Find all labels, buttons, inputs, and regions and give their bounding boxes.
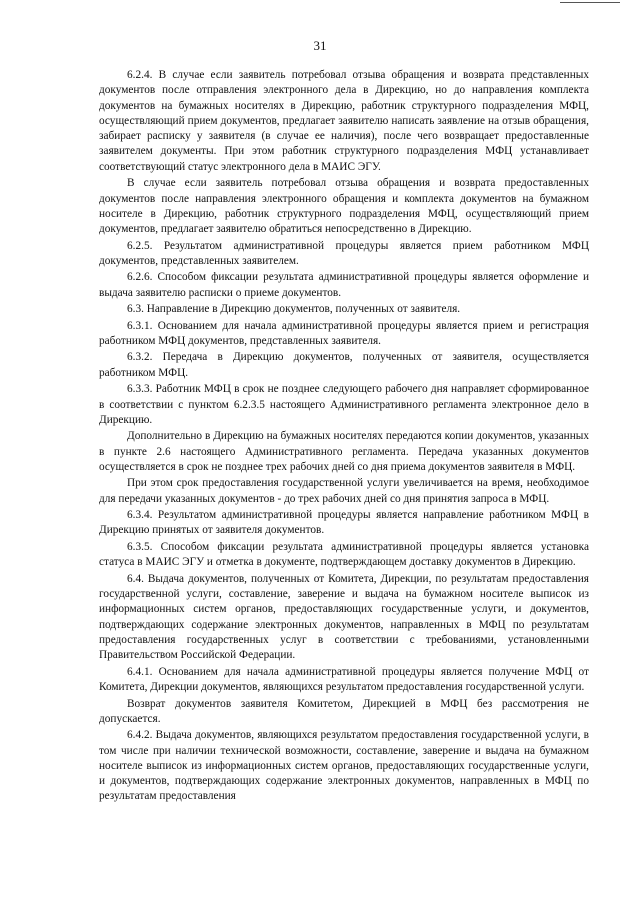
paragraph-6-4-2: 6.4.2. Выдача документов, являющихся результатом предоставления государственной услуги, в том числе при наличии технической возможности, составление, заверение и выдача на бумажном носителе выписок из информационных систем органов, предоставляющих государственные услуги, и документов, подтверждающих содержание электронных документов, направленных в МФЦ по результатам предоставления <box>99 729 589 803</box>
page-number: 31 <box>313 38 327 53</box>
paragraph-6-2-6: 6.2.6. Способом фиксации результата административной процедуры является оформление и выдача заявителю расписки о приеме документов. <box>99 271 589 299</box>
paragraph-6-3-3: 6.3.3. Работник МФЦ в срок не позднее следующего рабочего дня направляет сформированное в соответствии с пунктом 6.2.3.5 настоящего Административного регламента электронное дело в Дирекцию. <box>99 383 589 426</box>
paragraph-6-3-3-term: При этом срок предоставления государственной услуги увеличивается на время, необходимое для передачи указанных документов - до трех рабочих дней со дня принятия запроса в МФЦ. <box>99 477 589 505</box>
paragraph-6-3-4: 6.3.4. Результатом административной процедуры является направление работником МФЦ в Дирекцию принятых от заявителя документов. <box>99 509 589 537</box>
document-body <box>99 68 589 806</box>
paragraph-6-3-2: 6.3.2. Передача в Дирекцию документов, полученных от заявителя, осуществляется работником МФЦ. <box>99 351 589 379</box>
paragraph-6-2-4: 6.2.4. В случае если заявитель потребовал отзыва обращения и возврата представленных документов после отправления электронного дела в Дирекцию, но до направления комплекта документов на бумажных носителях в Дирекцию, работник структурного подразделения МФЦ, осуществляющий прием документов, предлагает заявителю написать заявление на отзыв обращения, забирает расписку у заявителя (в случае ее наличия), после чего возвращает предоставленные заявителем документы. При этом работник структурного подразделения МФЦ устанавливает соответствующий статус электронного дела в МАИС ЭГУ. <box>99 69 589 173</box>
paragraph-6-2-4-continued: В случае если заявитель потребовал отзыва обращения и возврата предоставленных документов после направления электронного обращения и комплекта документов на бумажном носителе в Дирекцию, работник структурного подразделения МФЦ, осуществляющий прием документов, предлагает заявителю обратиться непосредственно в Дирекцию. <box>99 177 589 236</box>
paragraph-6-4-1: 6.4.1. Основанием для начала административной процедуры является получение МФЦ от Комитета, Дирекции документов, являющихся результатом предоставления государственной услуги. <box>99 665 589 694</box>
top-rule <box>560 2 620 3</box>
paragraph-6-3: 6.3. Направление в Дирекцию документов, полученных от заявителя. <box>127 303 461 316</box>
paragraph-6-4: 6.4. Выдача документов, полученных от Комитета, Дирекции, по результатам предоставления государственной услуги, составление, заверение и выдача на бумажном носителе выписок из информационных систем органов, предоставляющих государственные услуги, и документов, подтверждающих содержание электронных документов, направленных в МФЦ по результатам предоставления государственных услуг в соответствии с требованиями, установленными Правительством Российской Федерации. <box>99 572 589 662</box>
paragraph-6-3-3-additional: Дополнительно в Дирекцию на бумажных носителях передаются копии документов, указанных в пункте 2.6 настоящего Административного регламента. Передача указанных документов осуществляется в срок не позднее трех рабочих дней со дня приема документов заявителя в МФЦ. <box>99 430 589 473</box>
paragraph-6-3-5: 6.3.5. Способом фиксации результата административной процедуры является установка статуса в МАИС ЭГУ и отметка в документе, подтверждающем доставку документов в Дирекцию. <box>99 540 589 569</box>
paragraph-6-3-1: 6.3.1. Основанием для начала административной процедуры является прием и регистрация работником МФЦ документов, представленных заявителя. <box>99 319 589 347</box>
paragraph-6-2-5: 6.2.5. Результатом административной процедуры является прием работником МФЦ документов, представленных заявителем. <box>99 239 589 267</box>
paragraph-6-4-1-return: Возврат документов заявителя Комитетом, Дирекцией в МФЦ без рассмотрения не допускается. <box>99 697 589 725</box>
